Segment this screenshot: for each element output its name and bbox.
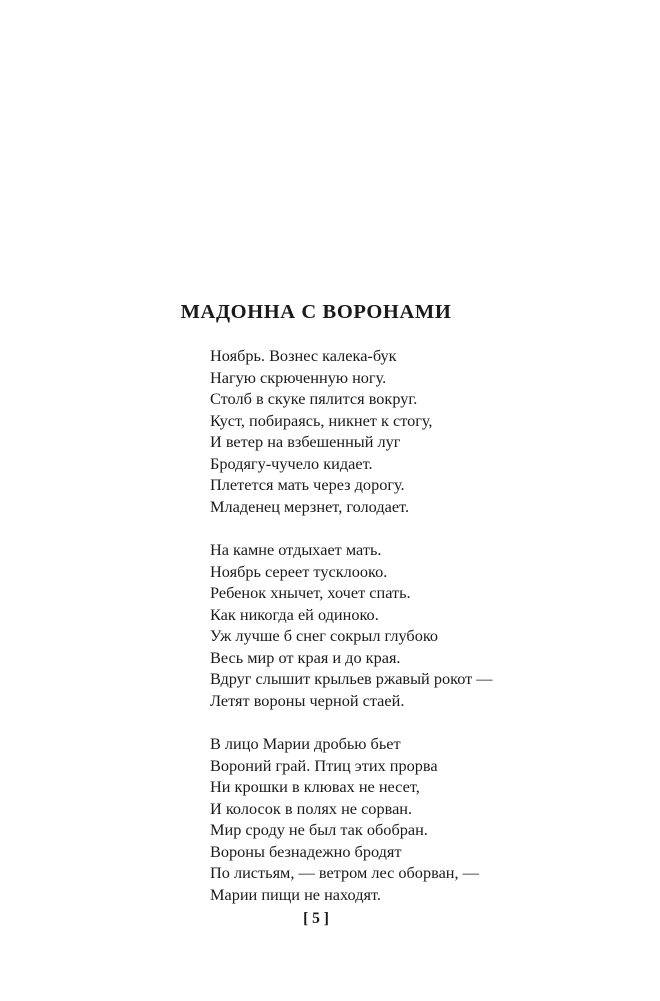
poem-line: Марии пищи не находят. <box>210 884 381 904</box>
poem-line: Весь мир от края и до края. <box>210 647 401 667</box>
poem-line: Ноябрь. Вознес калека-бук <box>210 346 397 365</box>
poem-line: И ветер на взбешенный луг <box>210 432 401 451</box>
poem-line: Вороний грай. Птиц этих прорва <box>210 755 438 775</box>
poem-line: И колосок в полях не сорван. <box>210 798 413 818</box>
poem-line: Как никогда ей одиноко. <box>210 604 379 624</box>
poem-line: Ноябрь сереет тусклооко. <box>210 561 388 581</box>
stanza-2 <box>210 539 493 711</box>
poem-line: Ни крошки в клювах не несет, <box>210 777 420 796</box>
poem-line: Столб в скуке пялится вокруг. <box>210 389 418 408</box>
poem-line: Вороны безнадежно бродят <box>210 841 402 861</box>
poem-line: По листьям, — ветром лес оборван, — <box>210 863 479 882</box>
poem-title: МАДОННА С ВОРОНАМИ <box>180 301 452 323</box>
poem-line: В лицо Марии дробью бьет <box>210 734 401 753</box>
poem-line: На камне отдыхает мать. <box>210 540 382 559</box>
poem-line: Уж лучше б снег сокрыл глубоко <box>210 626 439 645</box>
poem-line: Вдруг слышит крыльев ржавый рокот — <box>210 669 493 688</box>
poem-line: Летят вороны черной стаей. <box>210 690 405 710</box>
poem-line: Плетется мать через дорогу. <box>210 475 405 494</box>
poem-line: Мир сроду не был так обобран. <box>210 820 428 839</box>
stanza-3 <box>210 733 493 905</box>
poem-line: Бродягу-чучело кидает. <box>210 453 373 473</box>
poem-line: Нагую скрюченную ногу. <box>210 367 387 387</box>
poem-line: Ребенок хнычет, хочет спать. <box>210 583 411 602</box>
poem-line: Куст, побираясь, никнет к стогу, <box>210 410 433 430</box>
poem-line: Младенец мерзнет, голодает. <box>210 496 410 516</box>
poem-body <box>210 345 493 927</box>
stanza-1 <box>210 345 493 517</box>
page-number: [ 5 ] <box>303 910 329 927</box>
